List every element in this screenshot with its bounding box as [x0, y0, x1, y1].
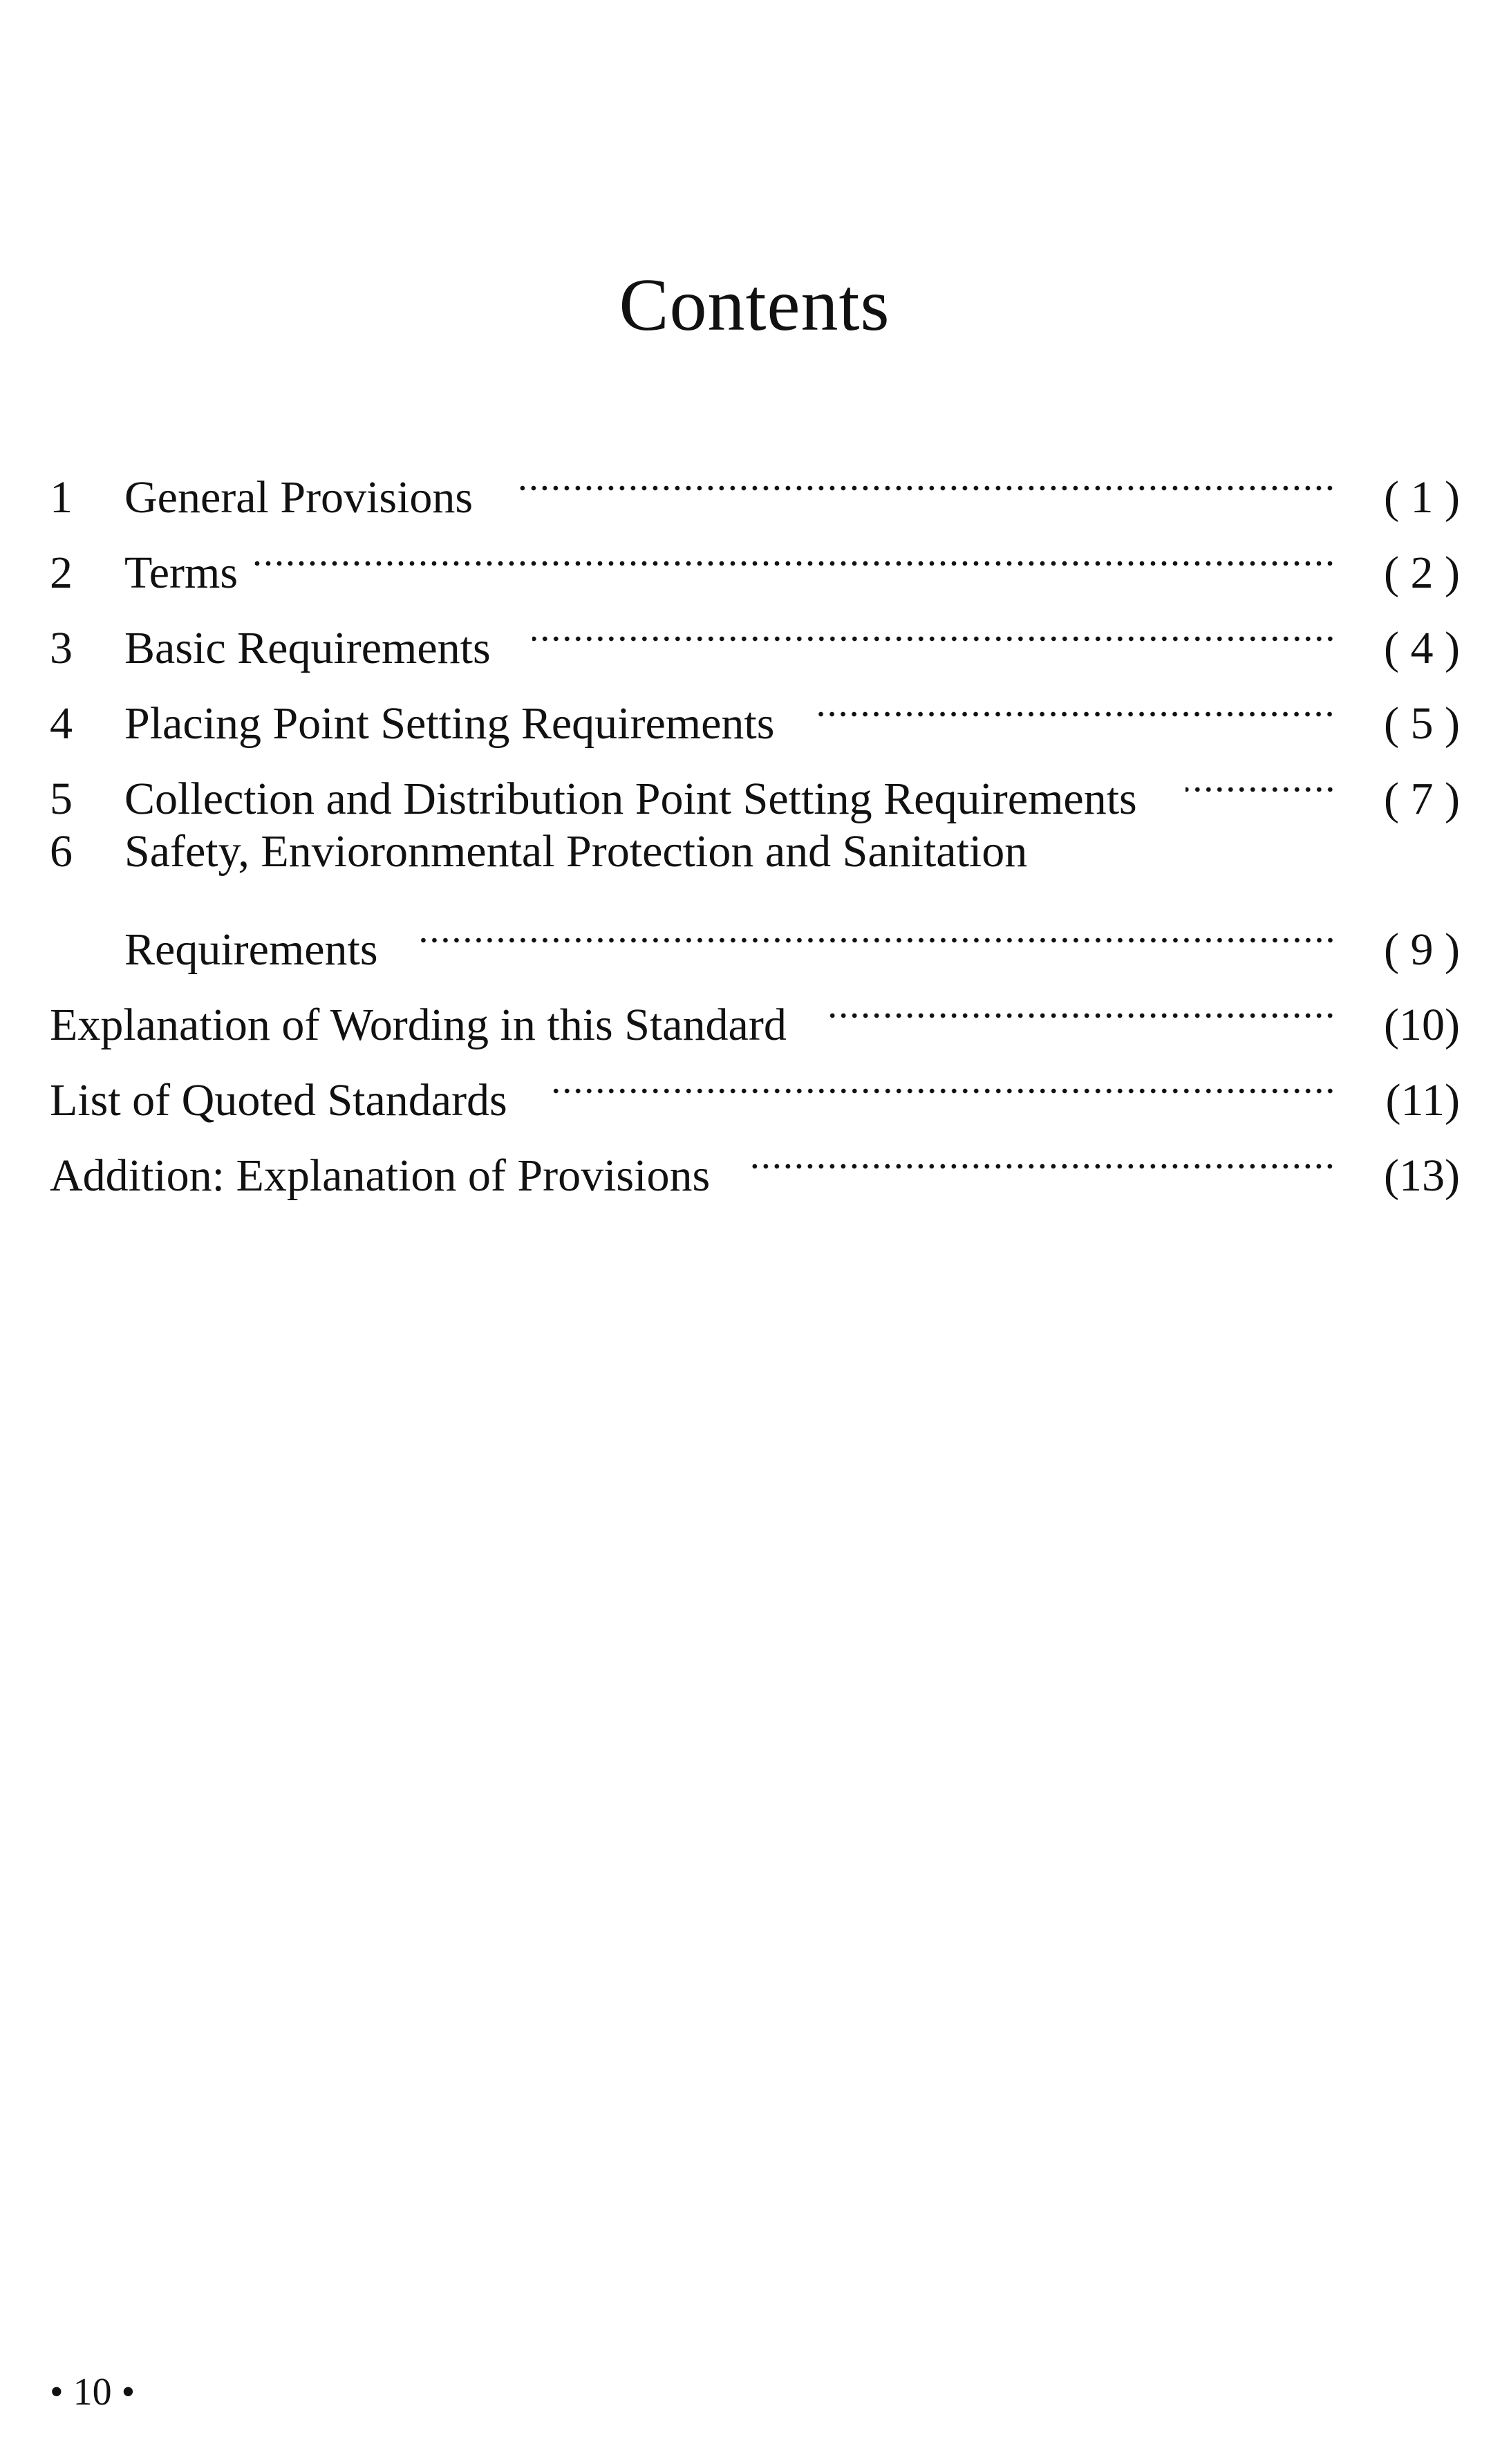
- toc-entry-number: 3: [50, 623, 73, 673]
- toc-entry-page: ( 7 ): [1384, 774, 1460, 824]
- footer-page-number: • 10 •: [50, 2371, 135, 2414]
- toc-entry-number: 2: [50, 548, 73, 598]
- toc-entry-title: Basic Requirements: [124, 623, 491, 673]
- toc-entry-safety[interactable]: [50, 814, 1460, 889]
- dot-leader: [549, 1040, 1335, 1115]
- toc-entry-number: 4: [50, 698, 73, 749]
- toc-entry-page: ( 2 ): [1384, 548, 1460, 598]
- dot-leader: [751, 1115, 1335, 1191]
- toc-entry-number: 1: [50, 472, 73, 523]
- toc-entry-title-continued: Requirements: [124, 924, 378, 975]
- dot-leader: [828, 964, 1335, 1040]
- toc-entry-basic-requirements[interactable]: [50, 588, 1460, 673]
- toc-entry-number: 5: [50, 774, 73, 824]
- dot-leader: [1185, 738, 1335, 814]
- toc-entry-number: 6: [50, 826, 73, 877]
- toc-entry-page: ( 5 ): [1384, 698, 1460, 749]
- dot-leader: [816, 663, 1335, 738]
- toc-entry-title: List of Quoted Standards: [50, 1075, 507, 1126]
- toc-entry-page: ( 4 ): [1384, 623, 1460, 673]
- toc-entry-safety-continued[interactable]: [50, 889, 1460, 975]
- toc-entry-page: (10): [1384, 1000, 1460, 1050]
- dot-leader: [532, 588, 1335, 663]
- toc-entry-title: Explanation of Wording in this Standard: [50, 1000, 787, 1050]
- toc-entry-title: General Provisions: [124, 472, 474, 523]
- toc-entry-page: (11): [1385, 1075, 1460, 1126]
- toc-entry-title: Collection and Distribution Point Setting Requirements: [124, 774, 1137, 824]
- toc-entry-page: ( 9 ): [1384, 924, 1460, 975]
- dot-leader: [514, 437, 1335, 512]
- toc-entry-page: ( 1 ): [1384, 472, 1460, 523]
- toc-entry-title: Addition: Explanation of Provisions: [50, 1150, 711, 1201]
- toc-entry-title: Placing Point Setting Requirements: [124, 698, 775, 749]
- toc-entry-terms[interactable]: [50, 512, 1460, 598]
- toc-entry-page: (13): [1384, 1150, 1460, 1201]
- page-title: Contents: [619, 264, 890, 346]
- toc-entry-title: Safety, Envioronmental Protection and Sanitation: [124, 826, 1028, 877]
- dot-leader: [420, 889, 1335, 964]
- table-of-contents: [50, 437, 1460, 1201]
- toc-entry-title: Terms: [124, 548, 238, 598]
- toc-entry-general-provisions[interactable]: [50, 437, 1460, 523]
- dot-leader: [252, 512, 1335, 588]
